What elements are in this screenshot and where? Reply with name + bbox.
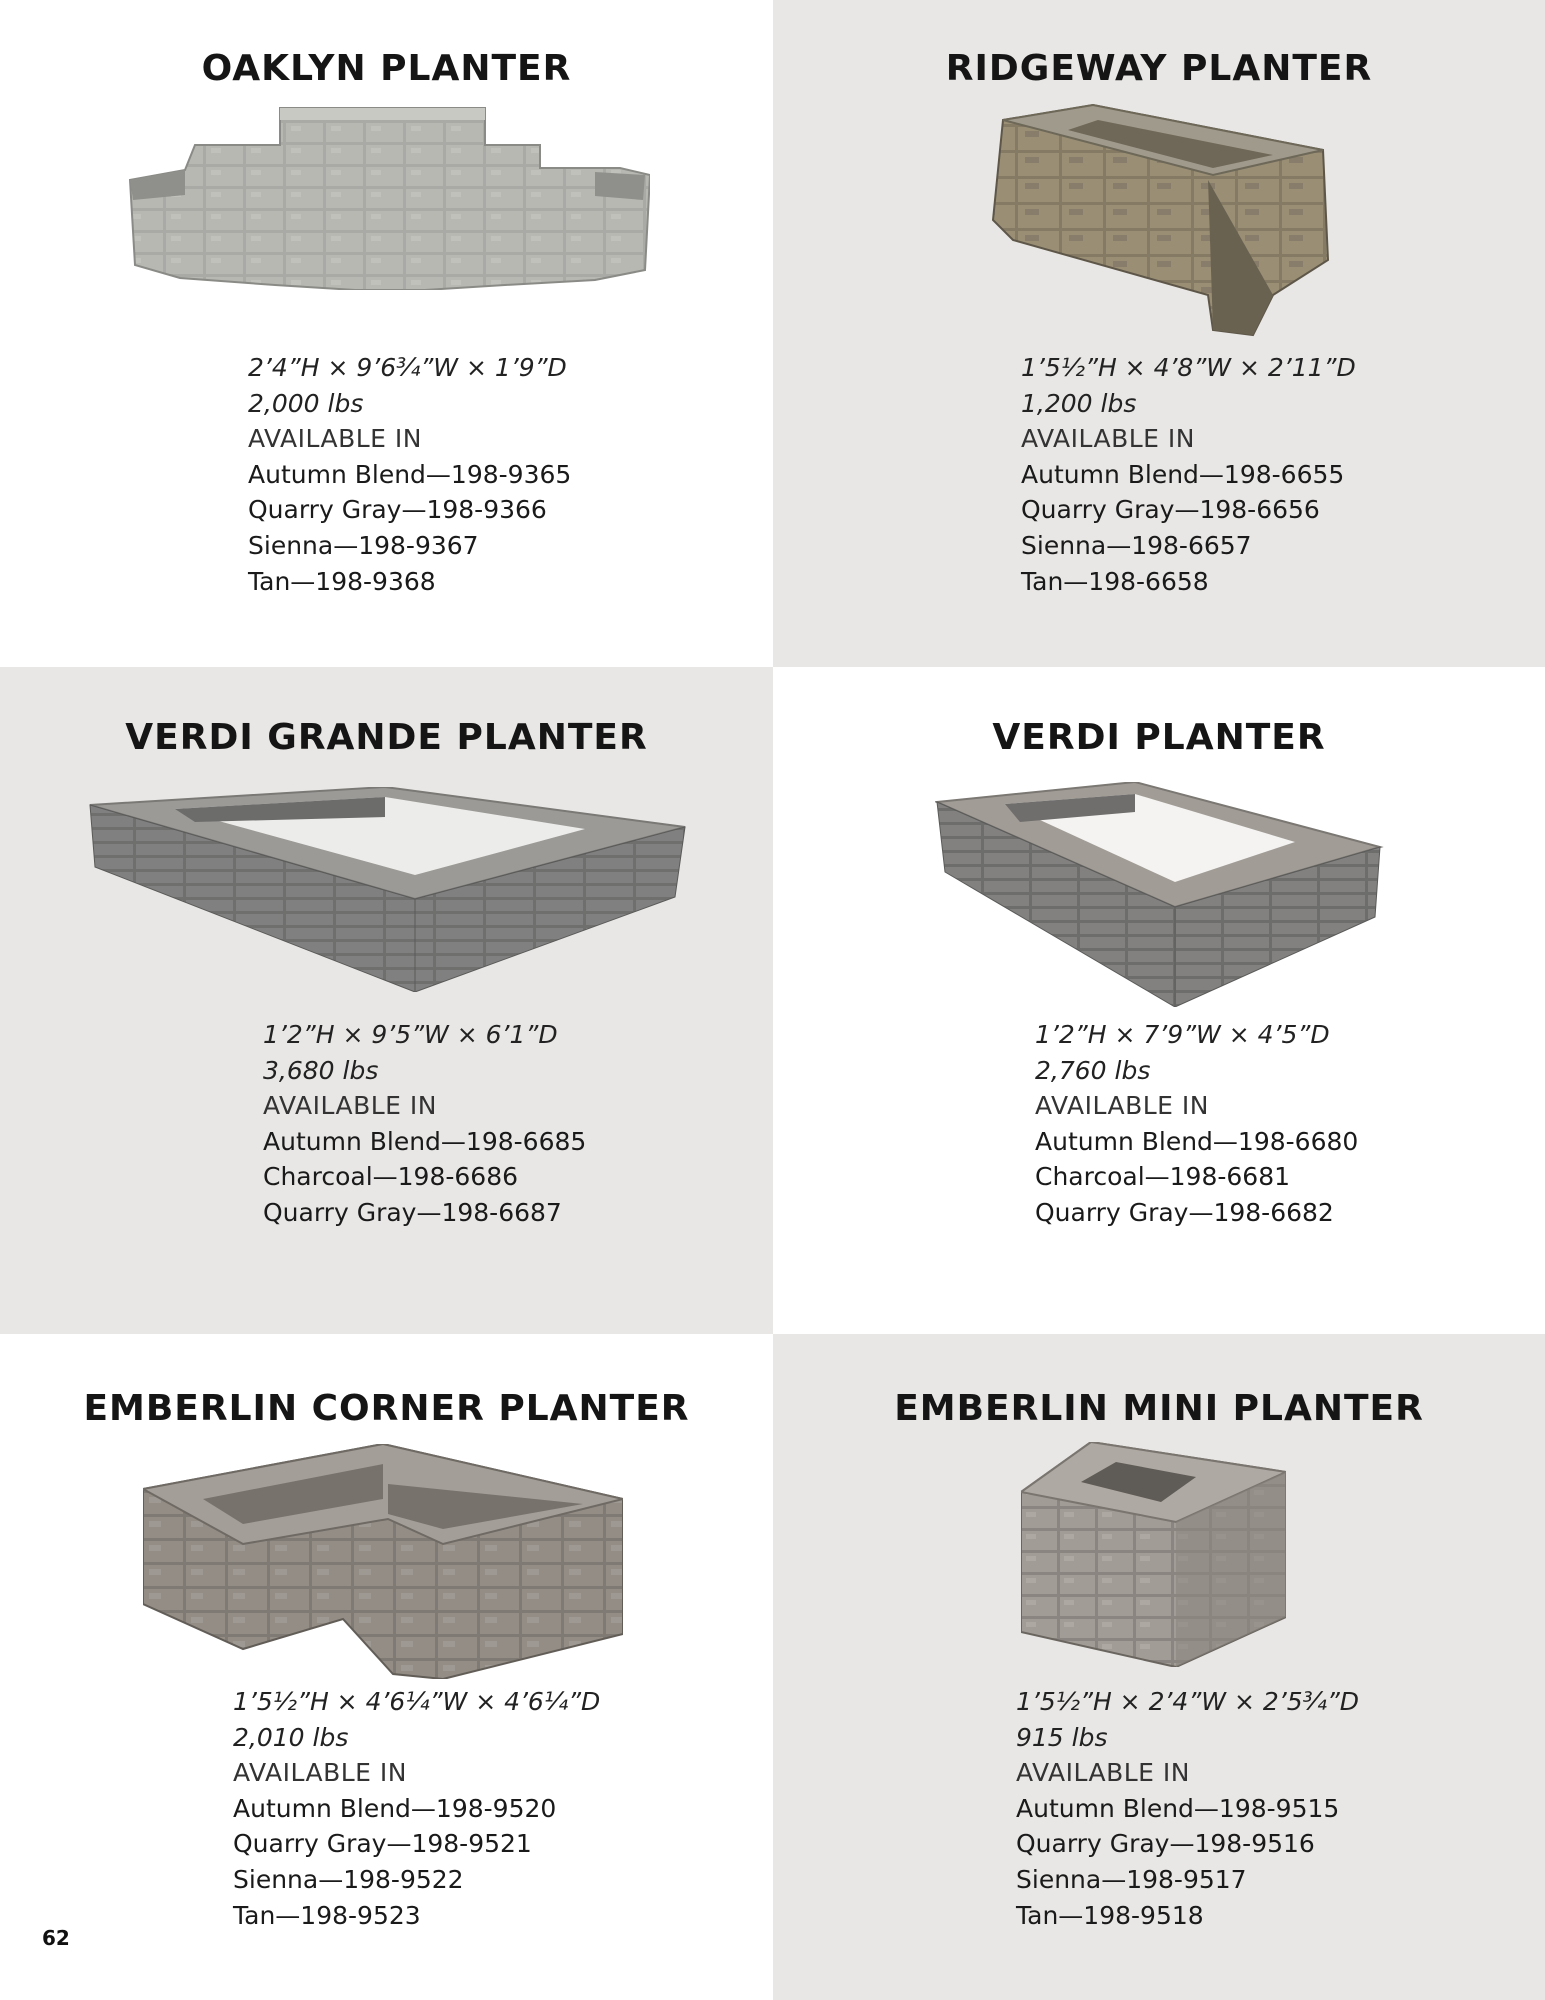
weight: 2,760 lbs [1035,1055,1151,1085]
color-option: Autumn Blend—198-9520 [233,1793,557,1823]
emberlin-corner-planter-image [143,1444,623,1679]
available-label: AVAILABLE IN [1016,1758,1190,1788]
product-title: VERDI GRANDE PLANTER [125,717,648,758]
color-option: Charcoal—198-6681 [1035,1162,1291,1192]
dimensions: 1’5½”H × 4’8”W × 2’11”D [1021,353,1356,382]
color-option: Autumn Blend—198-6655 [1021,459,1345,489]
product-specs [248,350,571,599]
color-option: Quarry Gray—198-6682 [1035,1197,1334,1227]
weight: 915 lbs [1016,1722,1108,1752]
ridgeway-planter-image [973,100,1353,340]
color-option: Charcoal—198-6686 [263,1162,519,1192]
product-card-ridgeway [773,0,1545,667]
product-card-verdi-grande [0,667,773,1334]
product-card-verdi [773,667,1545,1334]
product-specs [263,1017,586,1231]
color-option: Quarry Gray—198-6687 [263,1197,562,1227]
page-number: 62 [42,1926,70,1950]
dimensions: 1’5½”H × 4’6¼”W × 4’6¼”D [233,1687,601,1716]
color-option: Quarry Gray—198-9516 [1016,1829,1315,1859]
color-option: Sienna—198-6657 [1021,530,1252,560]
product-card-emberlin-corner [0,1334,773,2000]
product-specs [233,1684,600,1933]
color-option: Sienna—198-9517 [1016,1864,1247,1894]
product-card-oaklyn [0,0,773,667]
product-title: VERDI PLANTER [992,717,1326,758]
emberlin-mini-planter-image [1021,1442,1286,1667]
available-label: AVAILABLE IN [1035,1091,1209,1121]
dimensions: 2’4”H × 9’6¾”W × 1’9”D [248,353,567,382]
weight: 2,010 lbs [233,1722,349,1752]
product-title: OAKLYN PLANTER [201,48,572,89]
verdi-grande-planter-image [85,787,690,992]
color-option: Quarry Gray—198-9521 [233,1829,532,1859]
available-label: AVAILABLE IN [263,1091,437,1121]
product-title: RIDGEWAY PLANTER [945,48,1373,89]
dimensions: 1’2”H × 7’9”W × 4’5”D [1035,1020,1330,1049]
product-specs [1016,1684,1359,1933]
color-option: Autumn Blend—198-9365 [248,459,572,489]
product-title: EMBERLIN MINI PLANTER [894,1388,1424,1429]
color-option: Quarry Gray—198-9366 [248,495,547,525]
product-title: EMBERLIN CORNER PLANTER [83,1388,690,1429]
product-specs [1035,1017,1358,1231]
available-label: AVAILABLE IN [248,424,422,454]
weight: 2,000 lbs [248,388,364,418]
color-option: Sienna—198-9367 [248,530,479,560]
product-specs [1021,350,1356,599]
verdi-planter-image [935,782,1385,1007]
dimensions: 1’2”H × 9’5”W × 6’1”D [263,1020,558,1049]
available-label: AVAILABLE IN [1021,424,1195,454]
weight: 1,200 lbs [1021,388,1137,418]
oaklyn-planter-image [125,100,650,290]
color-option: Tan—198-9518 [1016,1900,1204,1930]
color-option: Quarry Gray—198-6656 [1021,495,1320,525]
dimensions: 1’5½”H × 2’4”W × 2’5¾”D [1016,1687,1360,1716]
available-label: AVAILABLE IN [233,1758,407,1788]
color-option: Autumn Blend—198-6685 [263,1126,587,1156]
color-option: Autumn Blend—198-9515 [1016,1793,1340,1823]
color-option: Tan—198-9523 [233,1900,421,1930]
color-option: Autumn Blend—198-6680 [1035,1126,1359,1156]
color-option: Tan—198-9368 [248,566,436,596]
color-option: Sienna—198-9522 [233,1864,464,1894]
product-card-emberlin-mini [773,1334,1545,2000]
color-option: Tan—198-6658 [1021,566,1209,596]
weight: 3,680 lbs [263,1055,379,1085]
